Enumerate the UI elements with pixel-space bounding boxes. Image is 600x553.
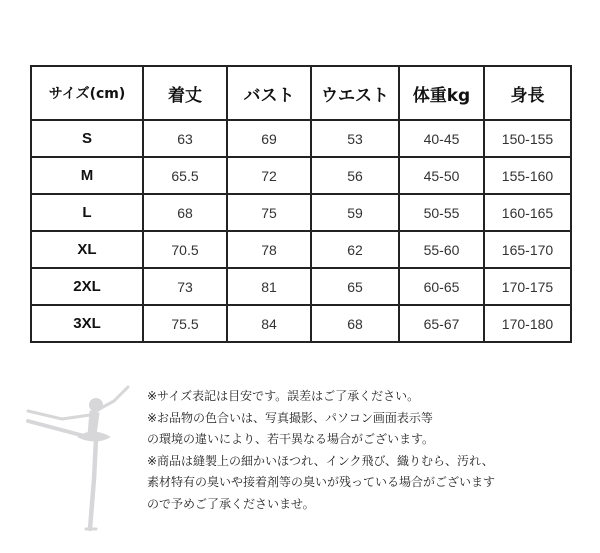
note-line: の環境の違いにより、若干異なる場合がございます。 <box>147 432 435 446</box>
table-row <box>31 231 571 268</box>
weight-cell: 60-65 <box>399 268 484 305</box>
size-cell: 2XL <box>31 268 143 305</box>
bust-cell: 69 <box>227 120 311 157</box>
table-row <box>31 120 571 157</box>
length-cell: 75.5 <box>143 305 227 342</box>
bust-cell: 78 <box>227 231 311 268</box>
size-chart-table <box>30 65 572 343</box>
header-waist: ウエスト <box>311 66 399 120</box>
note-line: ので予めご了承くださいませ。 <box>147 496 315 511</box>
waist-cell: 62 <box>311 231 399 268</box>
table-row <box>31 157 571 194</box>
waist-cell: 65 <box>311 268 399 305</box>
header-height: 身長 <box>484 66 571 120</box>
notes-block <box>147 386 595 515</box>
height-cell: 155-160 <box>484 157 571 194</box>
bust-cell: 81 <box>227 268 311 305</box>
size-cell: M <box>31 157 143 194</box>
header-bust: バスト <box>227 66 311 120</box>
header-size: サイズ(cm) <box>31 66 143 120</box>
bust-cell: 72 <box>227 157 311 194</box>
height-cell: 160-165 <box>484 194 571 231</box>
waist-cell: 53 <box>311 120 399 157</box>
weight-cell: 50-55 <box>399 194 484 231</box>
height-cell: 170-180 <box>484 305 571 342</box>
waist-cell: 59 <box>311 194 399 231</box>
header-weight: 体重kg <box>399 66 484 120</box>
waist-cell: 56 <box>311 157 399 194</box>
bust-cell: 84 <box>227 305 311 342</box>
length-cell: 73 <box>143 268 227 305</box>
table-row <box>31 194 571 231</box>
bust-cell: 75 <box>227 194 311 231</box>
size-cell: L <box>31 194 143 231</box>
table-row <box>31 268 571 305</box>
note-line: 素材特有の臭いや接着剤等の臭いが残っている場合がございます <box>147 475 496 489</box>
length-cell: 65.5 <box>143 157 227 194</box>
weight-cell: 40-45 <box>399 120 484 157</box>
weight-cell: 65-67 <box>399 305 484 342</box>
table-header-row <box>31 66 571 120</box>
height-cell: 150-155 <box>484 120 571 157</box>
size-cell: 3XL <box>31 305 143 342</box>
weight-cell: 45-50 <box>399 157 484 194</box>
ballerina-silhouette-icon <box>18 383 136 533</box>
note-line: ※サイズ表記は目安です。誤差はご了承ください。 <box>147 389 420 403</box>
length-cell: 63 <box>143 120 227 157</box>
note-line: ※商品は縫製上の細かいほつれ、インク飛び、織りむら、汚れ、 <box>147 453 494 468</box>
note-line: ※お品物の色合いは、写真撮影、パソコン画面表示等 <box>147 410 433 425</box>
size-cell: XL <box>31 231 143 268</box>
header-length: 着丈 <box>143 66 227 120</box>
size-cell: S <box>31 120 143 157</box>
length-cell: 70.5 <box>143 231 227 268</box>
height-cell: 165-170 <box>484 231 571 268</box>
table-row <box>31 305 571 342</box>
weight-cell: 55-60 <box>399 231 484 268</box>
waist-cell: 68 <box>311 305 399 342</box>
length-cell: 68 <box>143 194 227 231</box>
height-cell: 170-175 <box>484 268 571 305</box>
